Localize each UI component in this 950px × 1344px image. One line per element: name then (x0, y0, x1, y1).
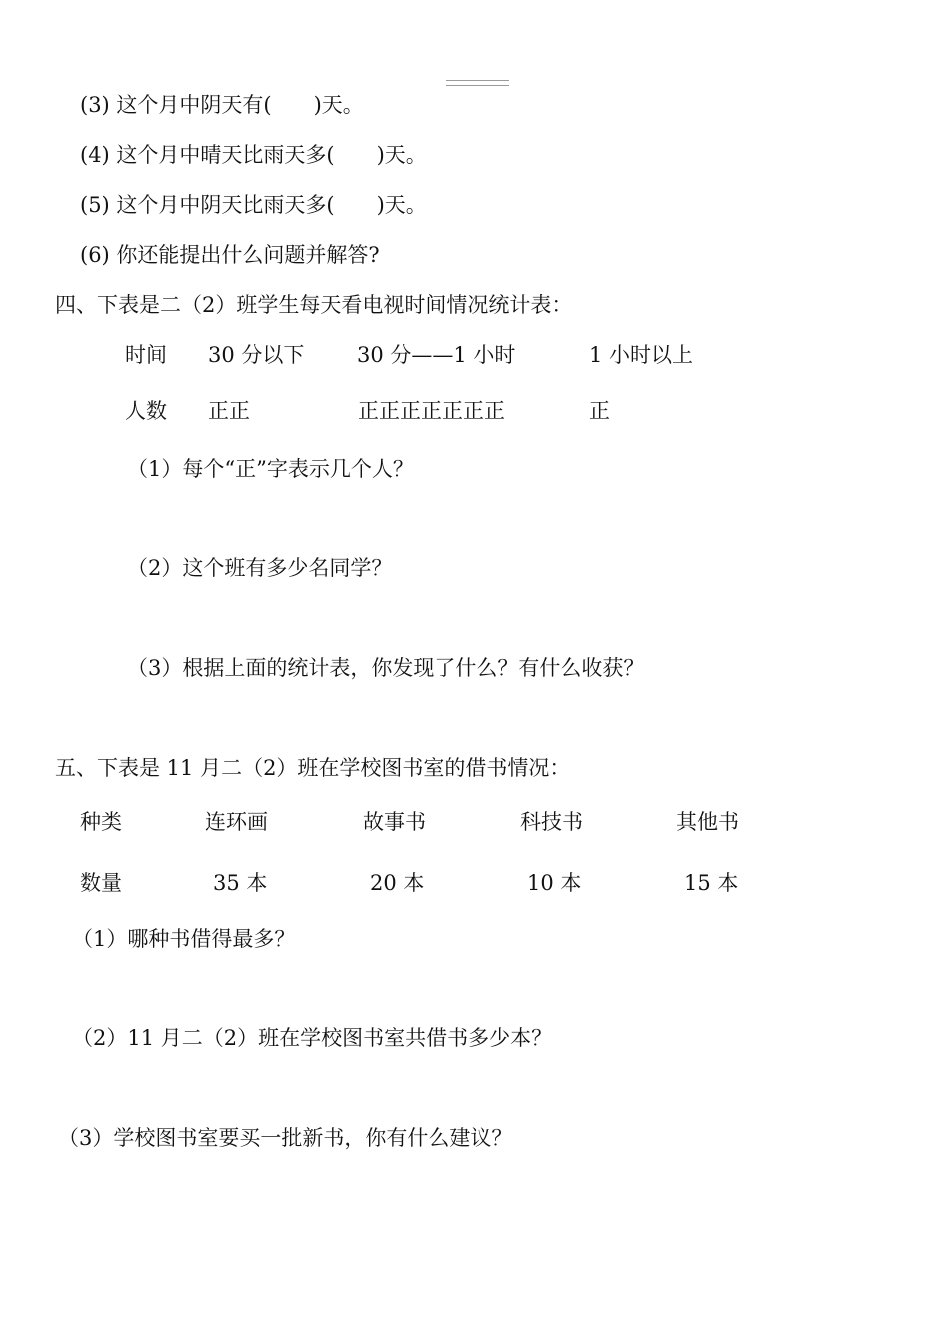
question-5-3: （3）学校图书室要买一批新书，你有什么建议？ (58, 1126, 513, 1150)
book-table-header-cell: 连环画 (205, 810, 268, 834)
question-4-3: （3）根据上面的统计表，你发现了什么？有什么收获？ (127, 656, 645, 680)
tv-table-cell: 正正正正正正正 (358, 399, 505, 423)
book-table-header-cell: 种类 (80, 810, 122, 834)
section-5-title: 五、下表是 11 月二（2）班在学校图书室的借书情况： (55, 756, 571, 780)
book-table-header-cell: 科技书 (520, 810, 583, 834)
question-3-5: (5) 这个月中阴天比雨天多( )天。 (80, 193, 427, 217)
header-mark (446, 80, 509, 86)
section-4-title: 四、下表是二（2）班学生每天看电视时间情况统计表： (55, 293, 573, 317)
tv-table-header-cell: 1 小时以上 (589, 343, 694, 367)
question-3-3: (3) 这个月中阴天有( )天。 (80, 93, 364, 117)
book-table-header-cell: 其他书 (676, 810, 739, 834)
book-table-cell: 35 本 (213, 871, 268, 895)
book-table-cell: 数量 (80, 871, 122, 895)
tv-table-header-cell: 时间 (125, 343, 167, 367)
tv-table-header-cell: 30 分——1 小时 (357, 343, 516, 367)
tv-table-cell: 正正 (208, 399, 250, 423)
question-3-6: (6) 你还能提出什么问题并解答? (80, 243, 380, 267)
tv-table-cell: 正 (589, 399, 610, 423)
question-4-2: （2）这个班有多少名同学？ (127, 556, 393, 580)
question-3-4: (4) 这个月中晴天比雨天多( )天。 (80, 143, 427, 167)
book-table-cell: 10 本 (527, 871, 582, 895)
question-5-1: （1）哪种书借得最多？ (72, 927, 296, 951)
tv-table-header-cell: 30 分以下 (208, 343, 305, 367)
book-table-cell: 15 本 (684, 871, 739, 895)
book-table-cell: 20 本 (370, 871, 425, 895)
tv-table-cell: 人数 (125, 399, 167, 423)
question-5-2: （2）11 月二（2）班在学校图书室共借书多少本？ (72, 1026, 553, 1050)
question-4-1: （1）每个“正”字表示几个人？ (127, 457, 414, 481)
book-table-header-cell: 故事书 (363, 810, 426, 834)
